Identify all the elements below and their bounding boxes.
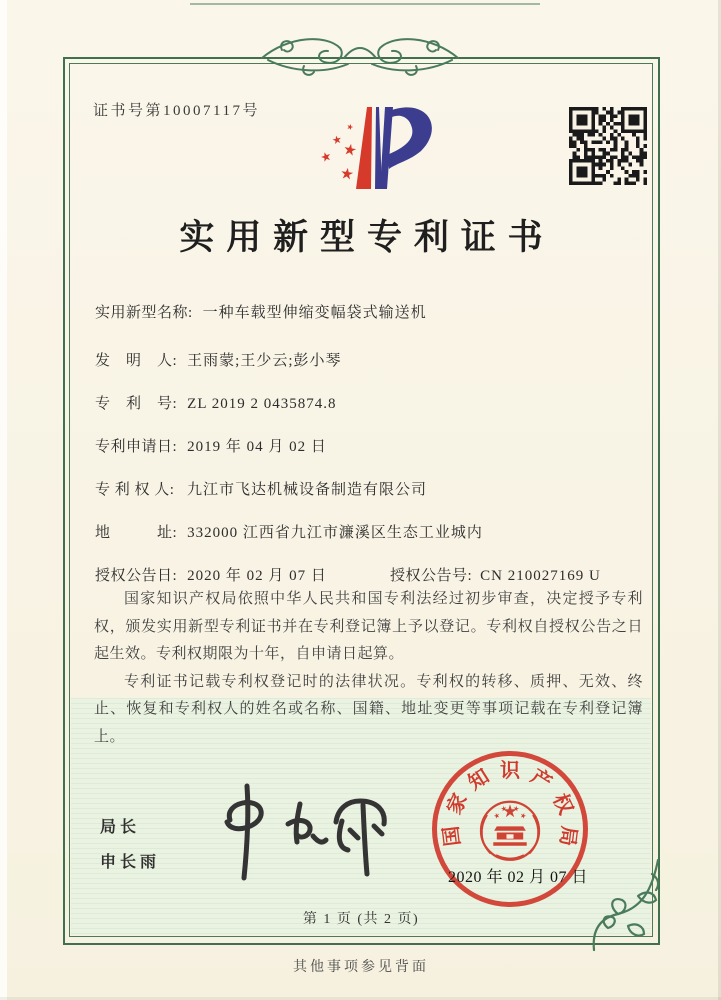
commissioner-signature-icon (196, 780, 411, 882)
legal-paragraph-2: 专利证书记载专利权登记时的法律状况。专利权的转移、质押、无效、终止、恢复和专利权人的姓名或名称、国籍、地址变更等事项记载在专利登记簿上。 (94, 673, 643, 745)
field-label: 专利申请日: (95, 439, 178, 455)
qr-code-icon (569, 107, 647, 185)
seal-character: 家 (443, 790, 472, 818)
certificate-number: 证书号第10007117号 (93, 103, 260, 119)
grant-number-label: 授权公告号: (390, 568, 473, 584)
grant-date-label: 授权公告日: (95, 568, 178, 584)
signer-block (100, 814, 160, 884)
field-row-address (95, 521, 645, 542)
page-number: 第 1 页 (共 2 页) (302, 912, 420, 927)
field-row-patent-number (95, 392, 645, 413)
signer-name: 申长雨 (100, 854, 161, 871)
seal-character: 权 (548, 790, 577, 818)
dragon-ornament-icon (248, 26, 472, 86)
seal-character: 国 (440, 824, 465, 848)
back-note: 其他事项参见背面 (293, 960, 429, 975)
field-label: 发 明 人: (95, 353, 178, 369)
certificate-title: 实用新型专利证书 (179, 218, 555, 257)
field-row-grant (95, 564, 645, 585)
field-value: 2019 年 04 月 02 日 (187, 439, 327, 455)
seal-date: 2020 年 02 月 07 日 (447, 869, 588, 886)
field-value: 王雨蒙;王少云;彭小琴 (187, 353, 342, 369)
outer-frame-line (190, 3, 540, 5)
field-row-patentee (95, 478, 645, 499)
field-label: 实用新型名称: (95, 305, 193, 321)
seal-character: 局 (555, 824, 580, 848)
field-row-name (95, 301, 645, 322)
legal-text (94, 586, 643, 752)
signer-title: 局长 (100, 819, 141, 836)
field-row-inventors (95, 349, 645, 370)
paper-edge (0, 0, 7, 1000)
grant-number-value: CN 210027169 U (480, 568, 601, 584)
field-value: 332000 江西省九江市濂溪区生态工业城内 (187, 525, 483, 541)
seal-character: 识 (500, 760, 520, 782)
grant-number-group (390, 564, 601, 585)
national-emblem-icon (466, 785, 554, 873)
field-label: 专 利 权 人: (95, 482, 175, 498)
seal-character: 知 (464, 765, 494, 795)
field-value: 一种车载型伸缩变幅袋式输送机 (202, 305, 427, 321)
cnipa-patent-logo-icon (293, 95, 471, 199)
legal-paragraph-1: 国家知识产权局依照中华人民共和国专利法经过初步审查，决定授予专利权，颁发实用新型专利证书并在专利登记簿上予以登记。专利权自授权公告之日起生效。专利权期限为十年，自申请日起算。 (94, 591, 643, 663)
field-row-filing-date (95, 435, 645, 456)
field-label: 专 利 号: (95, 396, 178, 412)
field-list (95, 301, 645, 607)
grant-date-value: 2020 年 02 月 07 日 (187, 568, 327, 584)
field-value: 九江市飞达机械设备制造有限公司 (187, 482, 428, 498)
field-label: 地 址: (95, 525, 178, 541)
field-value: ZL 2019 2 0435874.8 (187, 396, 337, 412)
seal-character: 产 (526, 765, 556, 795)
